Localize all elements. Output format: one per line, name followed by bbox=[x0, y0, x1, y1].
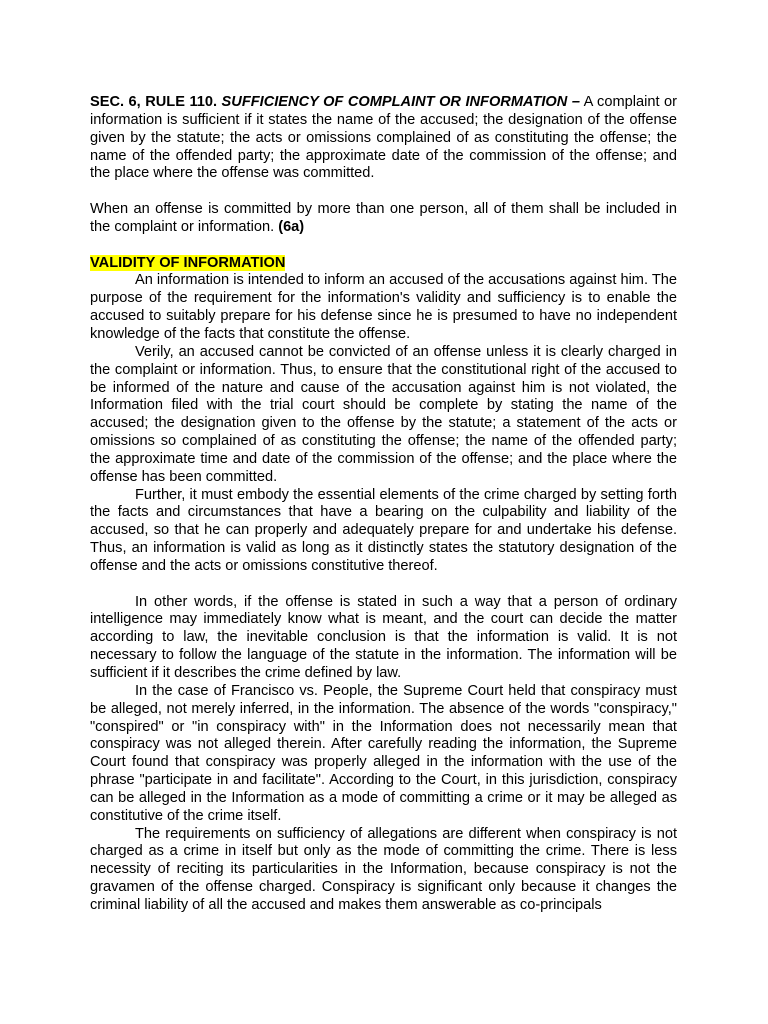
document-page bbox=[90, 94, 677, 915]
citation: (6a) bbox=[278, 218, 305, 235]
body-paragraph-4: In other words, if the offense is stated in such a way that a person of ordinary intelligence may immediately know what is meant, and the court can decide the matter according to law, the inevitable conclusion is that the information is valid. It is not necessary to follow the language of the statute in the information. The information will be sufficient if it describes the crime defined by law. bbox=[90, 593, 677, 681]
body-paragraph-5: In the case of Francisco vs. People, the Supreme Court held that conspiracy must be alleged, not merely inferred, in the information. The absence of the words "conspiracy," "conspired" or "in conspiracy with" in the Information does not necessarily mean that conspiracy was not alleged therein. After carefully reading the information, the Supreme Court found that conspiracy was properly alleged in the information with the use of the phrase "participate in and facilitate". According to the Court, in this jurisdiction, conspiracy can be alleged in the Information as a mode of committing a crime or it may be alleged as constitutive of the crime itself. bbox=[90, 682, 677, 824]
body-paragraph-6: The requirements on sufficiency of allegations are different when conspiracy is not charged as a crime in itself but only as the mode of committing the crime. There is less necessity of reciting its particularities in the Information, because conspiracy is not the gravamen of the offense charged. Conspiracy is significant only because it changes the criminal liability of all the accused and makes them answerable as co-principals bbox=[90, 825, 677, 913]
heading-paragraph bbox=[90, 255, 677, 273]
second-paragraph bbox=[90, 201, 677, 237]
body-paragraph-2: Verily, an accused cannot be convicted of an offense unless it is clearly charged in the complaint or information. Thus, to ensure that the constitutional right of the accused to be informed of the nature and cause of the accusation against him is not violated, the Information filed with the trial court should be complete by stating the name of the accused; the designation given to the offense by the statute; a statement of the acts or omissions so complained of as constituting the offense; the name of the offended party; the approximate time and date of the commission of the offense; and the place where the offense has been committed. bbox=[90, 343, 677, 485]
section-label: SEC. 6, RULE 110. bbox=[90, 94, 218, 110]
body-paragraph-1: An information is intended to inform an accused of the accusations against him. The purpose of the requirement for the information's validity and sufficiency is to enable the accused to suitably prepare for his defense since he is presumed to have no independent knowledge of the facts that constitute the offense. bbox=[90, 272, 677, 342]
section-body: A complaint or information is sufficient if it states the name of the accused; the designation of the offense given by the statute; the acts or omissions complained of as constituting the offense; the name of the offended party; the approximate date of the commission of the offense; and the place where the offense was committed. bbox=[90, 94, 677, 182]
second-paragraph-text: When an offense is committed by more than one person, all of them shall be included in the complaint or information. bbox=[90, 201, 677, 235]
section-paragraph bbox=[90, 94, 677, 183]
body-paragraph-3: Further, it must embody the essential elements of the crime charged by setting forth the facts and circumstances that have a bearing on the culpability and liability of the accused, so that he can properly and adequately prepare for and undertake his defense. Thus, an information is valid as long as it distinctly states the statutory designation of the offense and the acts or omissions constitutive thereof. bbox=[90, 486, 677, 574]
section-title: SUFFICIENCY OF COMPLAINT OR INFORMATION – bbox=[221, 94, 580, 110]
section-heading: VALIDITY OF INFORMATION bbox=[90, 254, 286, 271]
